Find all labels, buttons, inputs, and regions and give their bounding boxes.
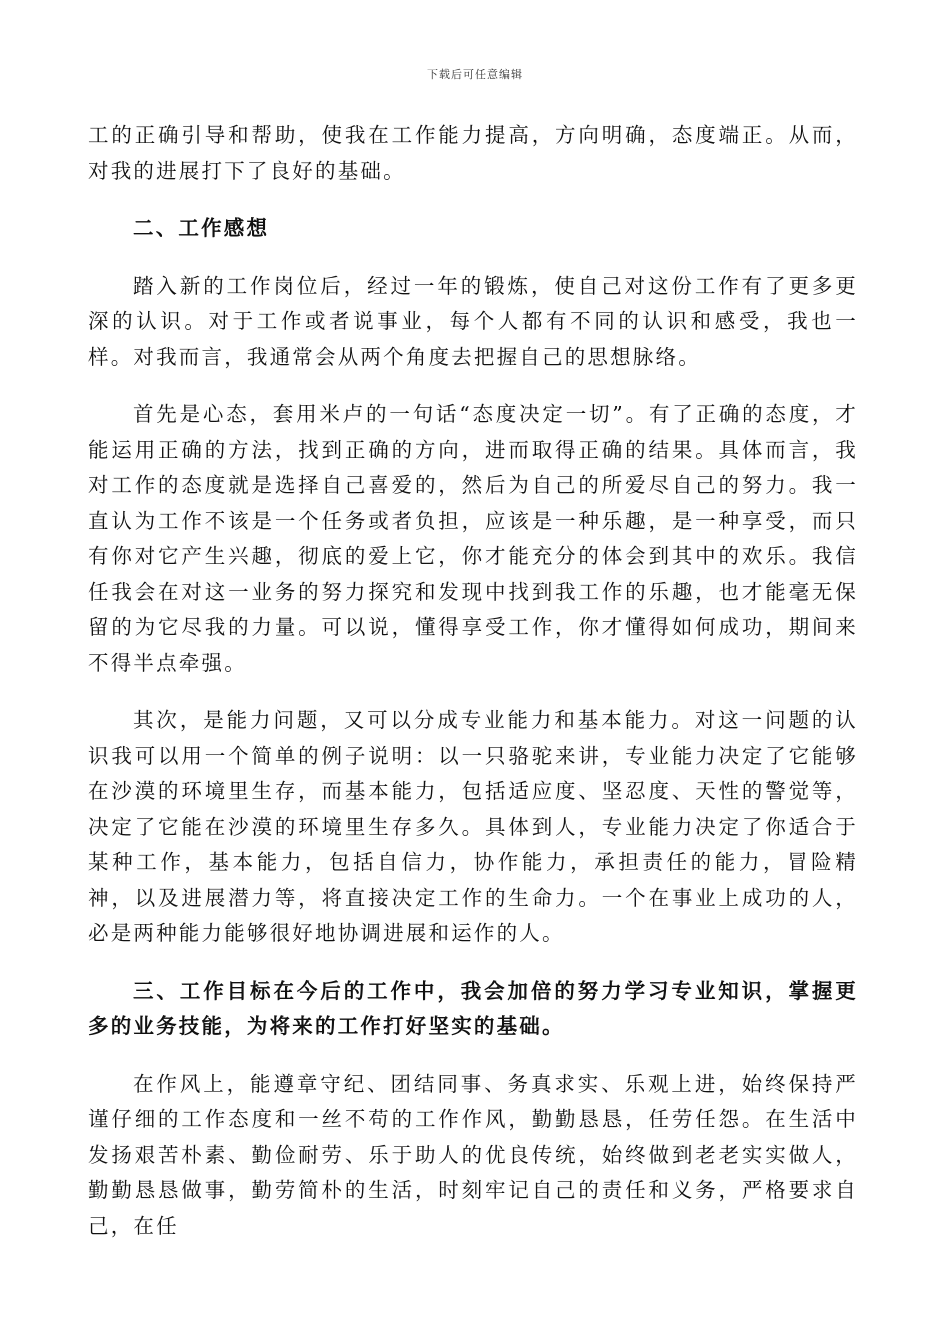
paragraph-work-reflection: 踏入新的工作岗位后，经过一年的锻炼，使自己对这份工作有了更多更深的认识。对于工作或者说事业，每个人都有不同的认识和感受，我也一样。对我而言，我通常会从两个角度去把握自己的思想脉络。 [88, 273, 858, 369]
paragraph-attitude: 首先是心态，套用米卢的一句话“态度决定一切”。有了正确的态度，才能运用正确的方法，找到正确的方向，进而取得正确的结果。具体而言，我对工作的态度就是选择自己喜爱的，然后为自己的所爱尽自己的努力。我一直认为工作不该是一个任务或者负担，应该是一种乐趣，是一种享受，而只有你对它产生兴趣，彻底的爱上它，你才能充分的体会到其中的欢乐。我信任我会在对这一业务的努力探究和发现中找到我工作的乐趣，也才能毫无保留的为它尽我的力量。可以说，懂得享受工作，你才懂得如何成功，期间来不得半点牵强。 [88, 402, 858, 675]
section-heading-3: 三、工作目标在今后的工作中，我会加倍的努力学习专业知识，掌握更多的业务技能，为将来的工作打好坚实的基础。 [88, 978, 858, 1038]
paragraph-ability: 其次，是能力问题，又可以分成专业能力和基本能力。对这一问题的认识我可以用一个简单的例子说明：以一只骆驼来讲，专业能力决定了它能够在沙漠的环境里生存，而基本能力，包括适应度、坚忍度、天性的警觉等，决定了它能在沙漠的环境里生存多久。具体到人，专业能力决定了你适合于某种工作，基本能力，包括自信力，协作能力，承担责任的能力，冒险精神，以及进展潜力等，将直接决定工作的生命力。一个在事业上成功的人，必是两种能力能够很好地协调进展和运作的人。 [88, 708, 858, 945]
paragraph-work-style: 在作风上，能遵章守纪、团结同事、务真求实、乐观上进，始终保持严谨仔细的工作态度和一丝不苟的工作作风，勤勤恳恳，任劳任怨。在生活中发扬艰苦朴素、勤俭耐劳、乐于助人的优良传统，始终做到老老实实做人，勤勤恳恳做事，勤劳简朴的生活，时刻牢记自己的责任和义务，严格要求自己，在任 [88, 1071, 858, 1238]
page-header: 下载后可任意编辑 [427, 68, 523, 81]
section-heading-2: 二、工作感想 [133, 216, 270, 240]
paragraph-continuation: 工的正确引导和帮助，使我在工作能力提高，方向明确，态度端正。从而，对我的进展打下了良好的基础。 [88, 123, 858, 183]
document-body [88, 118, 858, 1244]
